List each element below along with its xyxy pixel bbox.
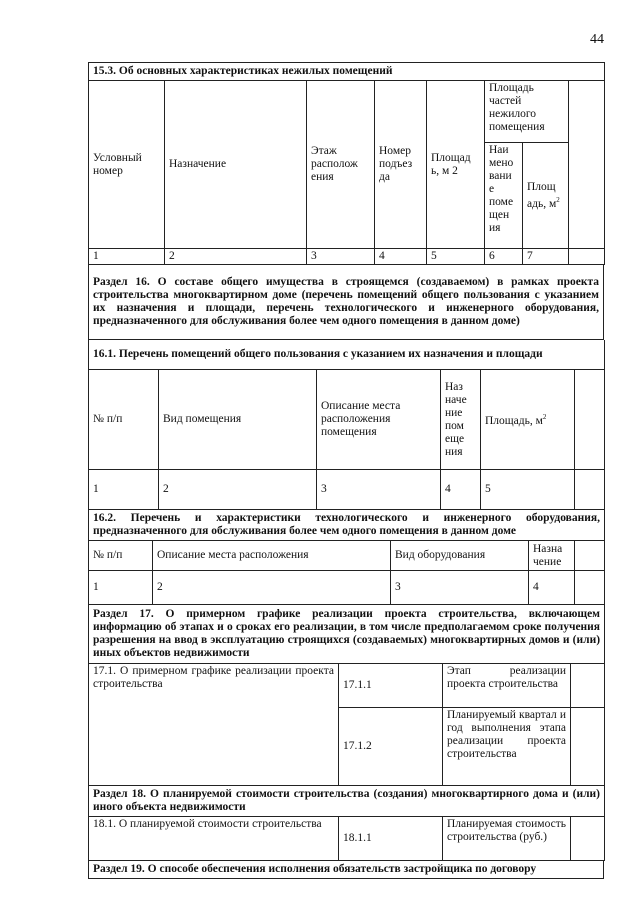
empty-cell — [575, 470, 605, 510]
empty-cell — [569, 81, 605, 249]
col-number: 3 — [317, 470, 441, 510]
row-code: 17.1.2 — [339, 707, 443, 785]
row-label: Планируемый квартал и год выполнения этапа реализации проекта строительства — [443, 707, 571, 785]
header-kind: Вид помещения — [159, 370, 317, 470]
row-code: 17.1.1 — [339, 663, 443, 707]
header-id: Условный номер — [89, 81, 165, 249]
col-number: 5 — [427, 249, 485, 265]
col-number: 4 — [375, 249, 427, 265]
row-label: Планируемая стоимость строительства (руб.) — [443, 816, 571, 860]
col-number: 5 — [481, 470, 575, 510]
table-18 — [88, 786, 605, 861]
section-16-1-title: 16.1. Перечень помещений общего пользования с указанием их назначения и площади — [89, 340, 605, 370]
section-19 — [88, 861, 604, 879]
header-part-name: Наи мено вани е поме щен ия — [485, 143, 523, 249]
col-number: 6 — [485, 249, 523, 265]
section-16-2-title: 16.2. Перечень и характеристики технологического и инженерного оборудования, предназначенного для обслуживания более чем одного помещения в данном доме — [89, 510, 605, 541]
col-number: 3 — [391, 571, 529, 605]
page-number: 44 — [590, 32, 604, 47]
col-number: 4 — [529, 571, 575, 605]
header-equipment: Вид оборудования — [391, 541, 529, 571]
header-num: № п/п — [89, 370, 159, 470]
section-18-1-label: 18.1. О планируемой стоимости строительства — [89, 816, 339, 860]
section-15-3-title: 15.3. Об основных характеристиках нежилых помещений — [89, 63, 605, 81]
section-17-title: Раздел 17. О примерном графике реализации проекта строительства, включающем информацию об этапах и о сроках его реализации, в том числе предполагаемом сроке получения разрешения на ввод в эксплуатацию строящихся (создаваемых) многоквартирных домов и (или) иных объектов недвижимости — [89, 605, 605, 663]
header-entrance: Номер подъез да — [375, 81, 427, 249]
document-body — [88, 62, 604, 879]
header-location: Описание места расположения — [153, 541, 391, 571]
table-16-1 — [88, 340, 605, 511]
table-15-3 — [88, 62, 605, 265]
row-code: 18.1.1 — [339, 816, 443, 860]
header-purpose: Назначение — [165, 81, 307, 249]
header-floor: Этаж располож ения — [307, 81, 375, 249]
section-16 — [88, 265, 604, 340]
empty-cell — [569, 249, 605, 265]
value-cell — [571, 663, 605, 707]
value-cell — [571, 816, 605, 860]
col-number: 2 — [153, 571, 391, 605]
value-cell — [571, 707, 605, 785]
section-19-title: Раздел 19. О способе обеспечения исполнения обязательств застройщика по договору — [89, 861, 604, 879]
col-number: 1 — [89, 249, 165, 265]
col-number: 2 — [159, 470, 317, 510]
col-number: 3 — [307, 249, 375, 265]
col-number: 7 — [523, 249, 569, 265]
header-equipment-purpose: Назна чение — [529, 541, 575, 571]
header-location: Описание места расположения помещения — [317, 370, 441, 470]
empty-cell — [575, 571, 605, 605]
row-label: Этап реализации проекта строительства — [443, 663, 571, 707]
section-16-title: Раздел 16. О составе общего имущества в строящемся (создаваемом) в рамках проекта строительства многоквартирном доме (перечень помещений общего пользования с указанием их назначения и площади, перечень технологического и инженерного оборудования, предназначенного для обслуживания более чем одного помещения в данном доме) — [89, 265, 604, 339]
header-room-purpose: Наз наче ние пом еще ния — [441, 370, 481, 470]
table-16-2 — [88, 510, 605, 605]
header-room-area: Площадь, $м^2$ — [481, 370, 575, 470]
header-area: Площад ь, м 2 — [427, 81, 485, 249]
col-number: 1 — [89, 571, 153, 605]
col-number: 2 — [165, 249, 307, 265]
header-part-area: Площ адь, $м^2$ — [523, 143, 569, 249]
table-17 — [88, 605, 605, 786]
col-number: 4 — [441, 470, 481, 510]
col-number: 1 — [89, 470, 159, 510]
section-18-title: Раздел 18. О планируемой стоимости строительства (создания) многоквартирного дома и (или) иного объекта недвижимости — [89, 786, 605, 817]
header-num: № п/п — [89, 541, 153, 571]
empty-cell — [575, 370, 605, 470]
header-parts: Площадь частей нежилого помещения — [485, 81, 569, 143]
empty-cell — [575, 541, 605, 571]
section-17-1-label: 17.1. О примерном графике реализации проекта строительства — [89, 663, 339, 785]
